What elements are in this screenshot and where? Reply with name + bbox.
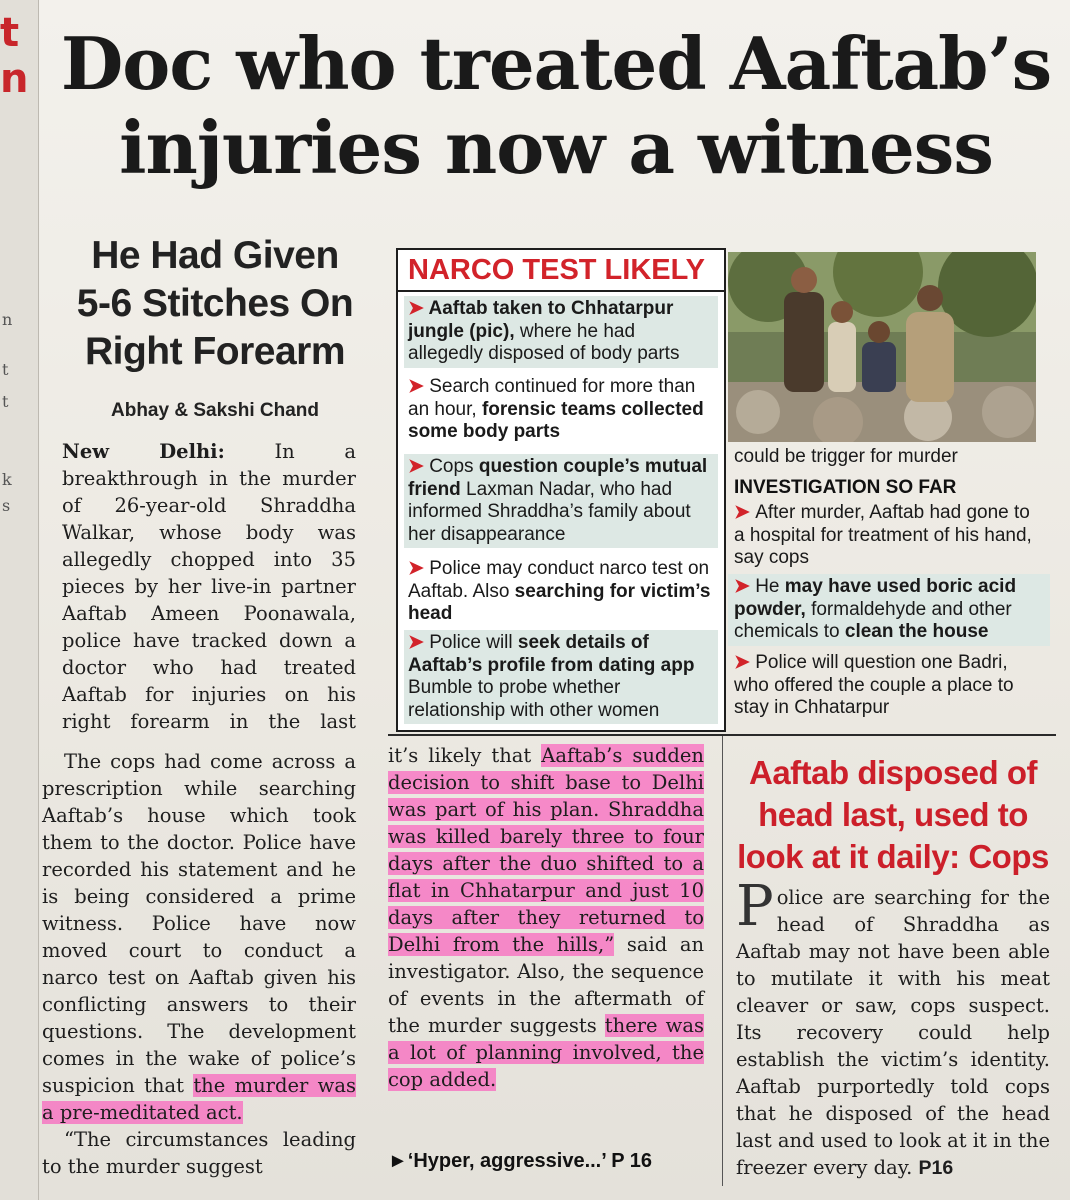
investigation-bullet: ➤ Police will question one Badri, who offered the couple a place to stay in Chhatarpur: [734, 652, 1014, 718]
arrow-icon: ➤: [408, 376, 430, 397]
main-headline: [56, 22, 1056, 190]
narco-bullet: ➤ Police may conduct narco test on Aaftab. Also searching for victim’s head: [408, 558, 711, 624]
investigation-box: [728, 446, 1050, 726]
arrow-icon: ➤: [408, 298, 429, 319]
chhatarpur-jungle-photo: [728, 252, 1036, 442]
drop-cap: P: [736, 874, 774, 939]
highlighted-text: there was a lot of planning involved, the cop added.: [388, 1014, 704, 1091]
story-column-2: it’s likely that Aaftab’s sudden decision to shift base to Delhi was part of his plan. Shraddha was killed barely three to four days after the duo shifted to a flat in Chhatarpur and just 10 days after they returned to Delhi from the hills,” said an investigator. Also, the sequence of events in the aftermath of the murder suggests there was a lot of planning involved, the cop added.: [388, 744, 704, 1091]
narco-test-box: [396, 248, 726, 732]
narco-bullet: ➤ Aaftab taken to Chhatarpur jungle (pic), where he had allegedly disposed of body parts: [404, 296, 718, 368]
margin-fragment: s: [2, 496, 11, 515]
margin-fragment: t: [2, 360, 9, 379]
arrow-icon: ➤: [734, 502, 756, 523]
margin-fragment: n: [2, 310, 13, 329]
box-continuation: could be trigger for murder: [734, 446, 958, 467]
narco-box-title: NARCO TEST LIKELY: [398, 250, 724, 292]
headline-line-1: Doc who treated Aaftab’s: [60, 21, 1052, 106]
sidebar-headline: Aaftab disposed of head last, used to look at it daily: Cops: [737, 754, 1049, 875]
story-paragraph-2: The cops had come across a prescription while searching Aaftab’s house which took them to the doctor. Police have recorded his statement and he is being considered a prime witness. Police have now moved court to conduct a narco test on Aaftab given his conflicting answers to their questions. The development comes in the wake of police’s suspicion that the murder was a pre-meditated act.: [42, 750, 357, 1124]
story-paragraph-1: New Delhi: In a breakthrough in the murder of 26-year-old Shraddha Walkar, whose body was allegedly chopped into 35 pieces by her live-in partner Aaftab Ameen Poonawala, police have tracked down a doctor who had treated Aaftab for injuries on his right forearm in the last: [62, 440, 356, 733]
dateline: New Delhi:: [62, 440, 225, 463]
highlighted-text: the murder was a pre-meditated act.: [42, 1074, 357, 1124]
arrow-icon: ➤: [734, 652, 756, 673]
narco-bullet: ➤ Police will seek details of Aaftab’s profile from dating app Bumble to probe whether relationship with other women: [404, 630, 718, 724]
investigation-bullet: ➤ He may have used boric acid powder, formaldehyde and other chemicals to clean the house: [728, 574, 1050, 646]
sidebar-page-reference: P16: [918, 1157, 954, 1179]
adjacent-red-heading: t n: [0, 10, 29, 102]
subheadline: He Had Given 5-6 Stitches On Right Forearm: [76, 234, 354, 373]
narco-bullet: ➤ Search continued for more than an hour, forensic teams collected some body parts: [408, 376, 704, 442]
margin-fragment: k: [2, 470, 12, 489]
story-paragraph-3: “The circumstances leading to the murder suggest: [42, 1128, 356, 1178]
headline-line-2: injuries now a witness: [119, 105, 993, 190]
arrow-icon: ➤: [408, 456, 430, 477]
margin-fragment: t: [2, 392, 9, 411]
sidebar-story: Police are searching for the head of Shraddha as Aaftab may not have been able to mutilate it with his meat cleaver or saw, cops suspect. Its recovery could help establish the victim’s identity. Aaftab purportedly told cops that he disposed of the head last and used to look at it in the freezer every day. P16: [736, 874, 1050, 1179]
photo-illustration: [728, 252, 1036, 442]
arrow-icon: ➤: [408, 558, 430, 579]
byline: Abhay & Sakshi Chand: [111, 400, 319, 421]
arrow-icon: ➤: [408, 632, 430, 653]
adjacent-column-edge: [0, 0, 39, 1200]
story-column-1: [62, 438, 356, 738]
story-column-1-continued: [42, 748, 356, 1180]
column-rule: [722, 736, 723, 1186]
investigation-heading: INVESTIGATION SO FAR: [734, 477, 957, 498]
narco-bullet: ➤ Cops question couple’s mutual friend Laxman Nadar, who had informed Shraddha’s family about her disappearance: [404, 454, 718, 548]
highlighted-text: Aaftab’s sudden decision to shift base to Delhi was part of his plan. Shraddha was killed barely three to four days after the duo shifted to a flat in Chhatarpur and just 10 days after they returned to Delhi from the hills,”: [388, 744, 704, 956]
arrow-icon: ➤: [734, 576, 756, 597]
investigation-bullet: ➤ After murder, Aaftab had gone to a hospital for treatment of his hand, say cops: [734, 502, 1032, 568]
page-reference: ►‘Hyper, aggressive...’ P 16: [388, 1150, 653, 1172]
